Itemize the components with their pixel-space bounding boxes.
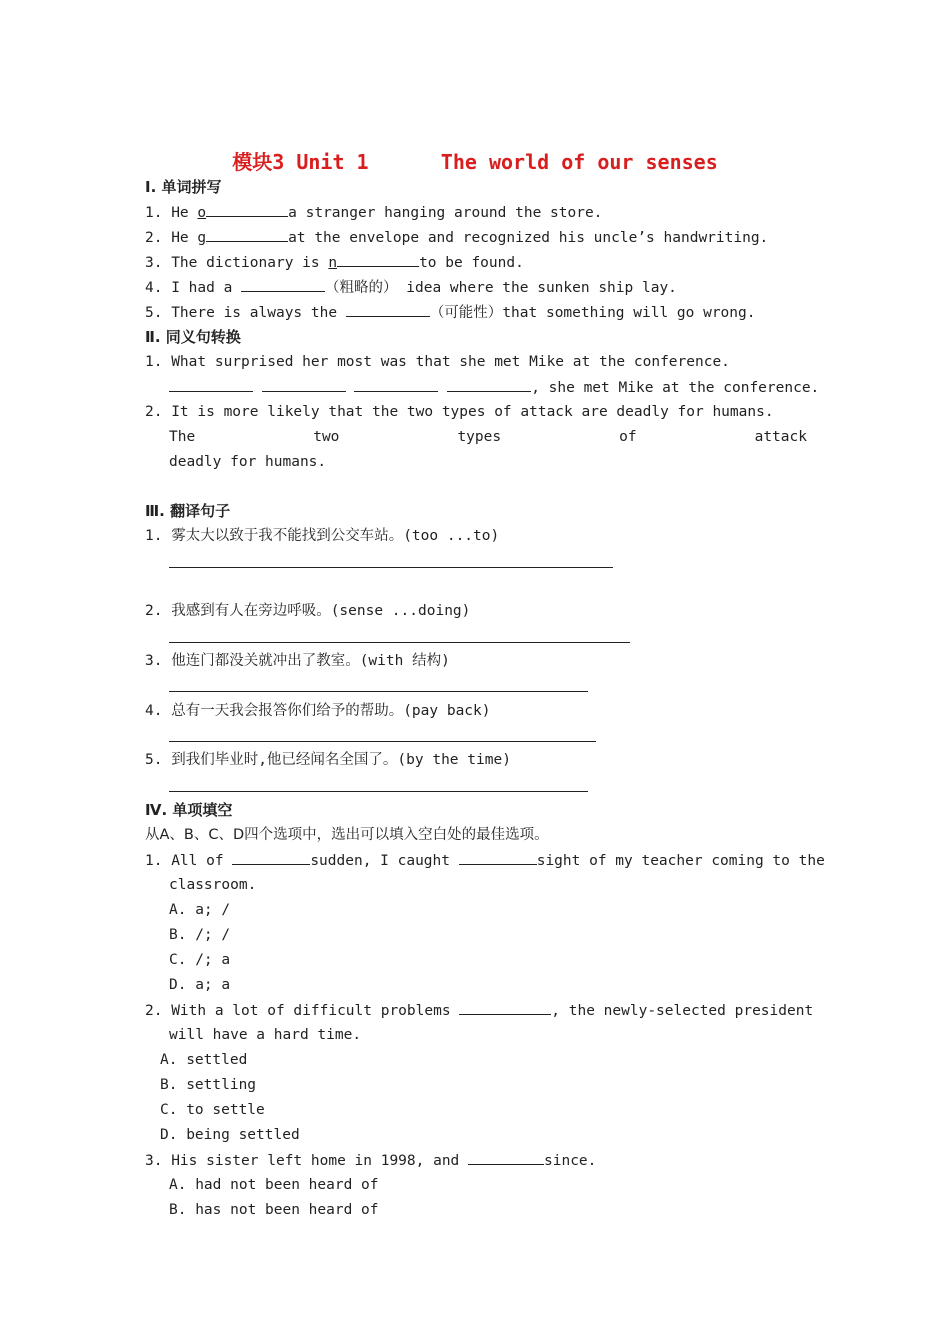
- question-text: 他连门都没关就冲出了教室。(with 结构): [171, 653, 450, 669]
- question-text: sight of my teacher coming to the: [536, 853, 825, 869]
- question-text: to be found.: [419, 255, 524, 271]
- question-number: 5.: [145, 305, 163, 321]
- translation-question-1: [145, 526, 499, 546]
- option-c[interactable]: C. to settle: [160, 1102, 265, 1118]
- question-text: 总有一天我会报答你们给予的帮助。(pay back): [171, 703, 491, 719]
- answer-blank[interactable]: [262, 377, 346, 392]
- question-number: 4.: [145, 703, 163, 719]
- paraphrase-answer-2: [169, 427, 807, 447]
- answer-word: The: [169, 429, 196, 445]
- answer-blank[interactable]: [206, 227, 288, 242]
- option-d[interactable]: D. a; a: [169, 977, 231, 993]
- answer-blank[interactable]: [447, 377, 531, 392]
- letter-hint: g: [197, 230, 207, 246]
- section-heading-spelling: Ⅰ. 单词拼写: [145, 178, 222, 196]
- question-number: 3.: [145, 653, 163, 669]
- question-number: 1.: [145, 853, 163, 869]
- paraphrase-question-1: [145, 352, 730, 372]
- option-a[interactable]: A. settled: [160, 1052, 248, 1068]
- question-number: 2.: [145, 404, 163, 420]
- question-text: a stranger hanging around the store.: [288, 205, 603, 221]
- section-heading-translation: Ⅲ. 翻译句子: [145, 502, 231, 520]
- question-number: 1.: [145, 205, 163, 221]
- answer-line[interactable]: [169, 691, 588, 692]
- answer-blank[interactable]: [337, 252, 419, 267]
- question-continuation: classroom.: [169, 877, 257, 893]
- question-text: His sister left home in 1998, and: [171, 1153, 469, 1169]
- translation-question-2: [145, 601, 470, 621]
- paraphrase-answer-2-tail: deadly for humans.: [169, 454, 327, 470]
- spelling-question-2: [145, 227, 768, 248]
- answer-blank[interactable]: [206, 202, 288, 217]
- option-d[interactable]: D. being settled: [160, 1127, 300, 1143]
- question-number: 2.: [145, 230, 163, 246]
- question-text: He: [171, 230, 198, 246]
- answer-line[interactable]: [169, 791, 588, 792]
- section-heading-paraphrase: Ⅱ. 同义句转换: [145, 328, 241, 346]
- answer-blank[interactable]: [346, 302, 430, 317]
- answer-tail: , she met Mike at the conference.: [531, 380, 820, 396]
- question-text: 雾太大以致于我不能找到公交车站。(too ...to): [171, 528, 500, 544]
- spelling-question-1: [145, 202, 602, 223]
- answer-line[interactable]: [169, 741, 596, 742]
- translation-question-5: [145, 750, 511, 770]
- chinese-hint: （可能性）: [429, 305, 503, 321]
- answer-word: of: [619, 429, 637, 445]
- option-a[interactable]: A. a; /: [169, 902, 231, 918]
- spelling-question-4: [145, 277, 677, 298]
- answer-blank[interactable]: [459, 850, 537, 865]
- question-text: sudden, I caught: [310, 853, 459, 869]
- answer-word: attack: [754, 429, 807, 445]
- answer-line[interactable]: [169, 567, 613, 568]
- choice-question-1: [145, 850, 825, 871]
- question-number: 2.: [145, 603, 163, 619]
- choice-question-2: [145, 1000, 813, 1021]
- option-b[interactable]: B. /; /: [169, 927, 231, 943]
- spelling-question-3: [145, 252, 524, 273]
- question-text: idea where the sunken ship lay.: [397, 280, 677, 296]
- section-instruction: 从A、B、C、D四个选项中，选出可以填入空白处的最佳选项。: [145, 827, 549, 843]
- translation-question-4: [145, 701, 491, 721]
- answer-line[interactable]: [169, 642, 630, 643]
- letter-hint: o: [197, 205, 207, 221]
- option-b[interactable]: B. settling: [160, 1077, 257, 1093]
- chinese-hint: （粗略的）: [325, 280, 398, 296]
- question-text: What surprised her most was that she met Mike at the conference.: [171, 354, 730, 370]
- paraphrase-answer-1: [169, 377, 819, 398]
- question-number: 4.: [145, 280, 163, 296]
- question-text: since.: [544, 1153, 597, 1169]
- question-text: He: [171, 205, 198, 221]
- question-text: 我感到有人在旁边呼吸。(sense ...doing): [171, 603, 471, 619]
- question-number: 3.: [145, 1153, 163, 1169]
- spelling-question-5: [145, 302, 755, 323]
- answer-blank[interactable]: [354, 377, 438, 392]
- question-text: I had a: [171, 280, 242, 296]
- question-number: 1.: [145, 528, 163, 544]
- choice-question-3: [145, 1150, 596, 1171]
- question-number: 5.: [145, 752, 163, 768]
- answer-blank[interactable]: [468, 1150, 544, 1165]
- answer-blank[interactable]: [459, 1000, 551, 1015]
- question-text: It is more likely that the two types of attack are deadly for humans.: [171, 404, 774, 420]
- answer-word: two: [313, 429, 340, 445]
- paraphrase-question-2: [145, 402, 774, 422]
- question-text: All of: [171, 853, 233, 869]
- question-text: There is always the: [171, 305, 346, 321]
- question-number: 2.: [145, 1003, 163, 1019]
- question-text: at the envelope and recognized his uncle’s handwriting.: [288, 230, 769, 246]
- question-text: With a lot of difficult problems: [171, 1003, 460, 1019]
- question-text: that something will go wrong.: [502, 305, 756, 321]
- option-a[interactable]: A. had not been heard of: [169, 1177, 379, 1193]
- question-continuation: will have a hard time.: [169, 1027, 362, 1043]
- letter-hint: n: [328, 255, 338, 271]
- section-heading-multiple-choice: Ⅳ. 单项填空: [145, 801, 233, 819]
- answer-blank[interactable]: [169, 377, 253, 392]
- question-number: 3.: [145, 255, 163, 271]
- option-c[interactable]: C. /; a: [169, 952, 231, 968]
- option-b[interactable]: B. has not been heard of: [169, 1202, 379, 1218]
- question-number: 1.: [145, 354, 163, 370]
- page-title: 模块3 Unit 1 The world of our senses: [232, 150, 718, 174]
- question-text: 到我们毕业时,他已经闻名全国了。(by the time): [171, 752, 511, 768]
- answer-blank[interactable]: [232, 850, 310, 865]
- question-text: , the newly-selected president: [551, 1003, 814, 1019]
- question-text: The dictionary is: [171, 255, 329, 271]
- answer-blank[interactable]: [241, 277, 325, 292]
- translation-question-3: [145, 651, 450, 671]
- answer-word: types: [457, 429, 502, 445]
